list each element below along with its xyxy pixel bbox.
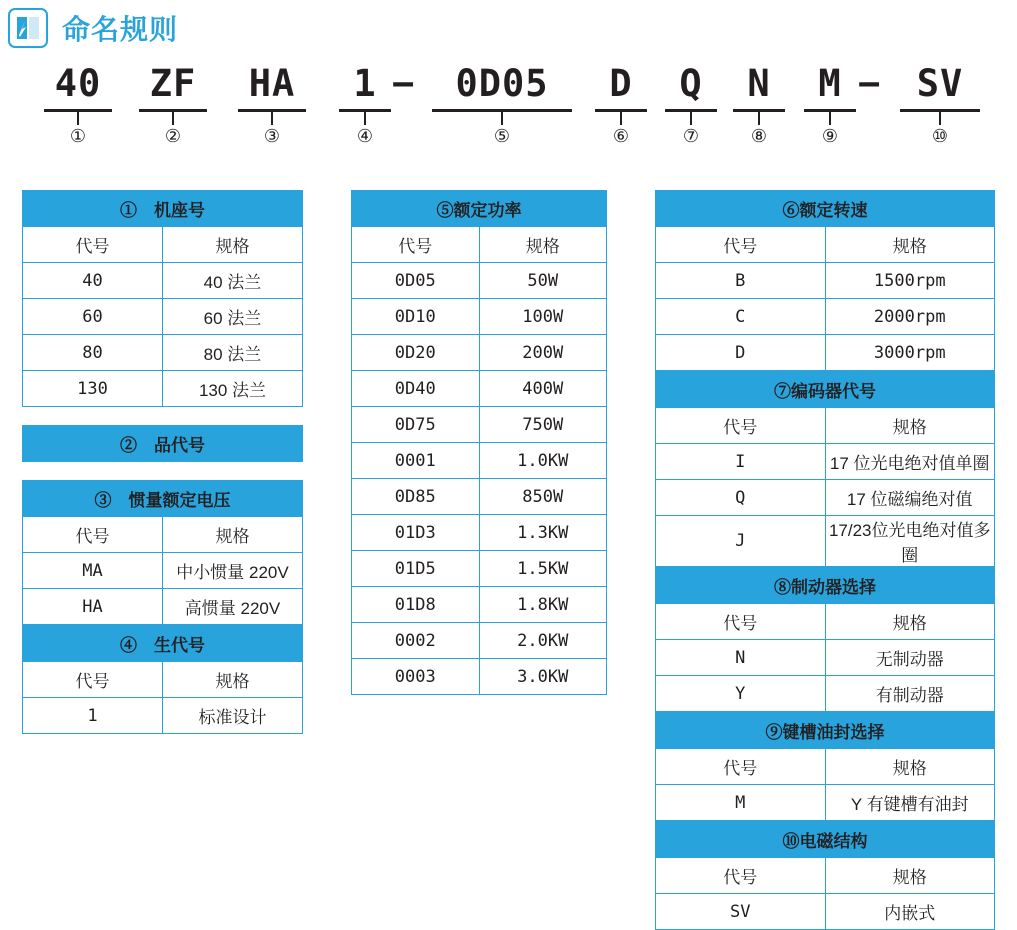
code-segment-4: 1 ④ [339,62,391,146]
table-subheader-row [23,662,303,698]
table-subheader-row [656,227,995,263]
table-header-row [656,372,995,408]
table-row [352,371,607,407]
table-row [656,894,995,930]
cell-code: C [656,299,826,335]
table-title: ⑩电磁结构 [656,822,995,858]
cell-code: 60 [23,299,163,335]
table-row [352,551,607,587]
cell-spec: 1.0KW [479,443,607,479]
table-rated-speed [655,190,995,371]
table-row [352,479,607,515]
model-code-row [0,62,1017,172]
code-segment-5: 0D05 ⑤ [432,62,572,146]
column-header-code: 代号 [656,858,826,894]
code-separator-1: − [392,62,415,105]
cell-code: J [656,516,826,567]
cell-code: 0D05 [352,263,480,299]
table-row [656,444,995,480]
code-tick [620,112,622,125]
table-subheader-row [656,858,995,894]
table-header-row [656,191,995,227]
table-row [352,299,607,335]
table-row [352,587,607,623]
cell-spec: 400W [479,371,607,407]
code-segment-1: 40 ① [44,62,112,146]
table-title: ⑥额定转速 [656,191,995,227]
table-row [656,785,995,821]
table-header-row [23,426,303,462]
column-header-code: 代号 [352,227,480,263]
code-tick [758,112,760,125]
table-header-row [23,481,303,517]
cell-spec: 2000rpm [825,299,995,335]
table-row [656,335,995,371]
table-row [352,659,607,695]
left-table-column [22,190,303,734]
cell-code: 01D8 [352,587,480,623]
table-brake-selection [655,567,995,712]
cell-code: 01D5 [352,551,480,587]
cell-code: 40 [23,263,163,299]
table-inertia-voltage [22,480,303,625]
code-segment-6: D ⑥ [595,62,647,146]
cell-code: 1 [23,698,163,734]
table-header-row [23,626,303,662]
code-segment-3: HA ③ [238,62,306,146]
table-row [23,335,303,371]
table-row [23,698,303,734]
column-header-code: 代号 [656,408,826,444]
cell-code: D [656,335,826,371]
cell-code: 01D3 [352,515,480,551]
code-separator-2: − [858,62,881,105]
cell-spec: 中小惯量 220V [163,553,303,589]
cell-code: 0003 [352,659,480,695]
cell-spec: 1.8KW [479,587,607,623]
middle-table-column [351,190,607,695]
cell-code: 80 [23,335,163,371]
document-chart-icon [8,8,48,48]
column-header-spec: 规格 [825,749,995,785]
cell-code: 0D40 [352,371,480,407]
cell-code: SV [656,894,826,930]
cell-code: HA [23,589,163,625]
cell-spec: 17 位光电绝对值单圈 [825,444,995,480]
code-tick [172,112,174,125]
cell-spec: 高惯量 220V [163,589,303,625]
cell-spec: 200W [479,335,607,371]
table-row [656,516,995,567]
column-header-spec: 规格 [163,662,303,698]
cell-code: I [656,444,826,480]
table-row [23,263,303,299]
table-title: ④ 生代号 [23,626,303,662]
table-header-row [23,191,303,227]
code-tick [939,112,941,125]
column-header-code: 代号 [23,662,163,698]
cell-spec: 3.0KW [479,659,607,695]
column-header-spec: 规格 [479,227,607,263]
column-header-code: 代号 [656,604,826,640]
table-subheader-row [656,408,995,444]
cell-code: Q [656,480,826,516]
table-title: ⑤额定功率 [352,191,607,227]
table-gap [22,407,303,425]
cell-code: MA [23,553,163,589]
cell-code: M [656,785,826,821]
table-subheader-row [352,227,607,263]
table-title: ① 机座号 [23,191,303,227]
column-header-code: 代号 [656,227,826,263]
cell-spec: 17 位磁编绝对值 [825,480,995,516]
cell-spec: 1.5KW [479,551,607,587]
table-title: ③ 惯量额定电压 [23,481,303,517]
cell-code: 0D85 [352,479,480,515]
cell-spec: 100W [479,299,607,335]
table-row [352,443,607,479]
table-row [23,589,303,625]
cell-spec: 无制动器 [825,640,995,676]
code-tick [364,112,366,125]
cell-spec: 17/23位光电绝对值多圈 [825,516,995,567]
table-row [656,263,995,299]
column-header-spec: 规格 [163,517,303,553]
cell-code: 0D10 [352,299,480,335]
cell-spec: 标准设计 [163,698,303,734]
table-subheader-row [656,604,995,640]
cell-code: 0002 [352,623,480,659]
code-tick [501,112,503,125]
table-rated-power [351,190,607,695]
table-header-row [656,822,995,858]
code-segment-2: ZF ② [139,62,207,146]
table-title: ② 品代号 [23,426,303,462]
cell-code: 130 [23,371,163,407]
table-keyway-seal-selection [655,712,995,821]
table-row [656,676,995,712]
table-header-row [656,568,995,604]
table-row [656,640,995,676]
column-header-spec: 规格 [163,227,303,263]
cell-code: 0D20 [352,335,480,371]
table-row [23,553,303,589]
cell-code: B [656,263,826,299]
cell-spec: 2.0KW [479,623,607,659]
page-title: 命名规则 [62,14,179,45]
cell-code: Y [656,676,826,712]
cell-spec: 60 法兰 [163,299,303,335]
table-header-row [352,191,607,227]
table-row [352,335,607,371]
table-row [352,407,607,443]
cell-code: 0D75 [352,407,480,443]
table-design-code [22,625,303,734]
table-subheader-row [23,517,303,553]
cell-code: N [656,640,826,676]
table-title: ⑧制动器选择 [656,568,995,604]
code-segment-10: SV ⑩ [900,62,980,146]
cell-spec: 750W [479,407,607,443]
code-tick [271,112,273,125]
table-row [352,263,607,299]
column-header-spec: 规格 [825,858,995,894]
column-header-code: 代号 [23,227,163,263]
table-row [656,299,995,335]
code-tick [829,112,831,125]
cell-spec: 有制动器 [825,676,995,712]
cell-spec: Y 有键槽有油封 [825,785,995,821]
right-table-column [655,190,995,930]
cell-spec: 40 法兰 [163,263,303,299]
table-product-code [22,425,303,462]
code-segment-9: M ⑨ [804,62,856,146]
column-header-code: 代号 [656,749,826,785]
table-row [656,480,995,516]
cell-spec: 50W [479,263,607,299]
page-header [8,8,178,48]
table-header-row [656,713,995,749]
table-frame-size [22,190,303,407]
table-subheader-row [656,749,995,785]
cell-spec: 850W [479,479,607,515]
cell-spec: 3000rpm [825,335,995,371]
table-encoder-code [655,371,995,567]
code-segment-8: N ⑧ [733,62,785,146]
table-row [352,515,607,551]
cell-code: 0001 [352,443,480,479]
cell-spec: 1.3KW [479,515,607,551]
table-electromagnetic-structure [655,821,995,930]
table-row [23,371,303,407]
table-title: ⑦编码器代号 [656,372,995,408]
table-row [23,299,303,335]
table-title: ⑨键槽油封选择 [656,713,995,749]
column-header-spec: 规格 [825,604,995,640]
column-header-spec: 规格 [825,227,995,263]
cell-spec: 内嵌式 [825,894,995,930]
table-subheader-row [23,227,303,263]
code-tick [77,112,79,125]
cell-spec: 1500rpm [825,263,995,299]
column-header-spec: 规格 [825,408,995,444]
code-tick [690,112,692,125]
code-segment-7: Q ⑦ [665,62,717,146]
table-row [352,623,607,659]
cell-spec: 130 法兰 [163,371,303,407]
table-gap [22,462,303,480]
cell-spec: 80 法兰 [163,335,303,371]
column-header-code: 代号 [23,517,163,553]
